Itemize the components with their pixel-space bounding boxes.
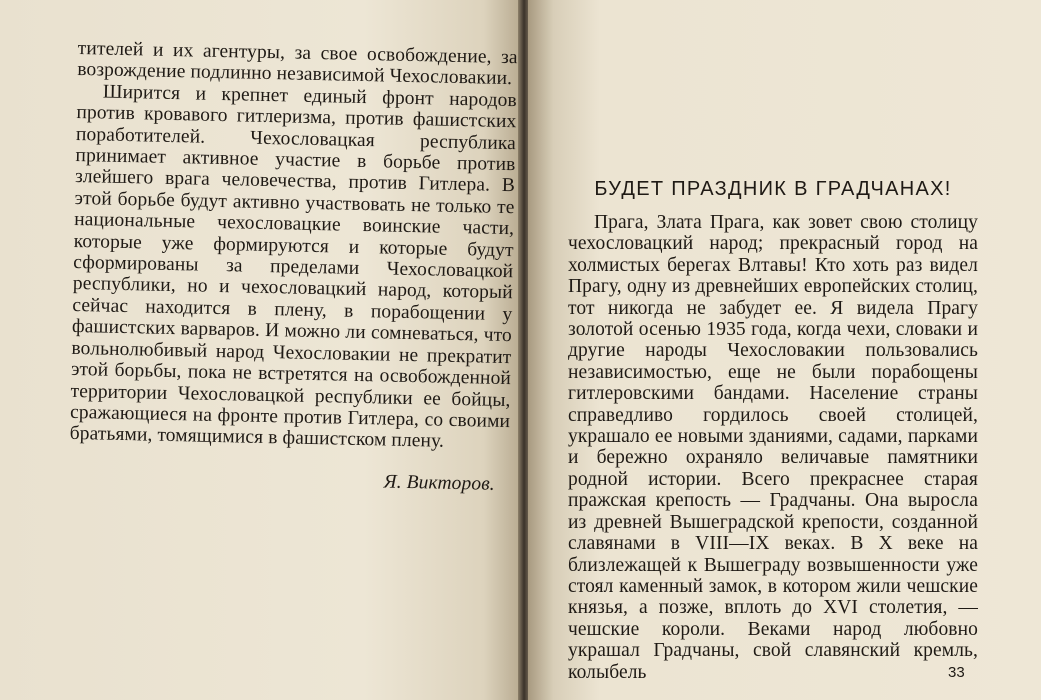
page-number: 33 xyxy=(948,664,965,681)
right-text-column xyxy=(568,212,978,683)
left-text-column xyxy=(69,38,518,495)
right-paragraph: Прага, Злата Прага, как зовет свою столицу чехословацкий народ; прекрасный город на холмистых берегах Влтавы! Кто хоть раз видел Прагу, одну из древнейших европейских столиц, тот никогда не забудет ее. Я видела Прагу золотой осенью 1935 года, когда чехи, словаки и другие народы Чехословакии пользовались независимостью, еще не были порабощены гитлеровскими бандами. Население страны справедливо гордилось своей столицей, украшало ее новыми зданиями, садами, парками и бережно охраняло величавые памятники родной истории. Всего прекраснее старая пражская крепость — Градчаны. Она выросла из древней Вышеградской крепости, созданной славянами в VIII—IX веках. В X веке на близлежащей к Вышеграду возвышенности уже стоял каменный замок, в котором жили чешские князья, а позже, вплоть до XVI столетия, — чешские короли. Веками народ любовно украшал Градчаны, свой славянский кремль, колыбель xyxy=(568,212,978,683)
author-signature: Я. Викторов. xyxy=(383,471,495,495)
left-paragraph-1: тителей и их агентуры, за свое освобождение, за возрождение подлинно независимой Чехословакии. xyxy=(77,38,518,90)
left-paragraph-2: Ширится и крепнет единый фронт народов против кровавого гитлеризма, против фашистских поработителей. Чехословацкая республика принимает активное участие в борьбе против злейшего врага человечества, против Гитлера. В этой борьбе будут активно участвовать не только те национальные чехословацкие воинские части, которые уже формируются и которые будут сформированы за пределами Чехословацкой республики, но и чехословацкий народ, который сейчас находится в плену, в порабощении у фашистских варваров. И можно ли сомневаться, что вольнолюбивый народ Чехословакии не прекратит этой борьбы, пока не встретятся на освобожденной территории Чехословацкой республики ее бойцы, сражающиеся на фронте против Гитлера, со своими братьями, томящимися в фашистском плену. xyxy=(69,81,518,453)
left-page xyxy=(0,0,520,700)
chapter-heading: БУДЕТ ПРАЗДНИК В ГРАДЧАНАХ! xyxy=(594,178,952,200)
